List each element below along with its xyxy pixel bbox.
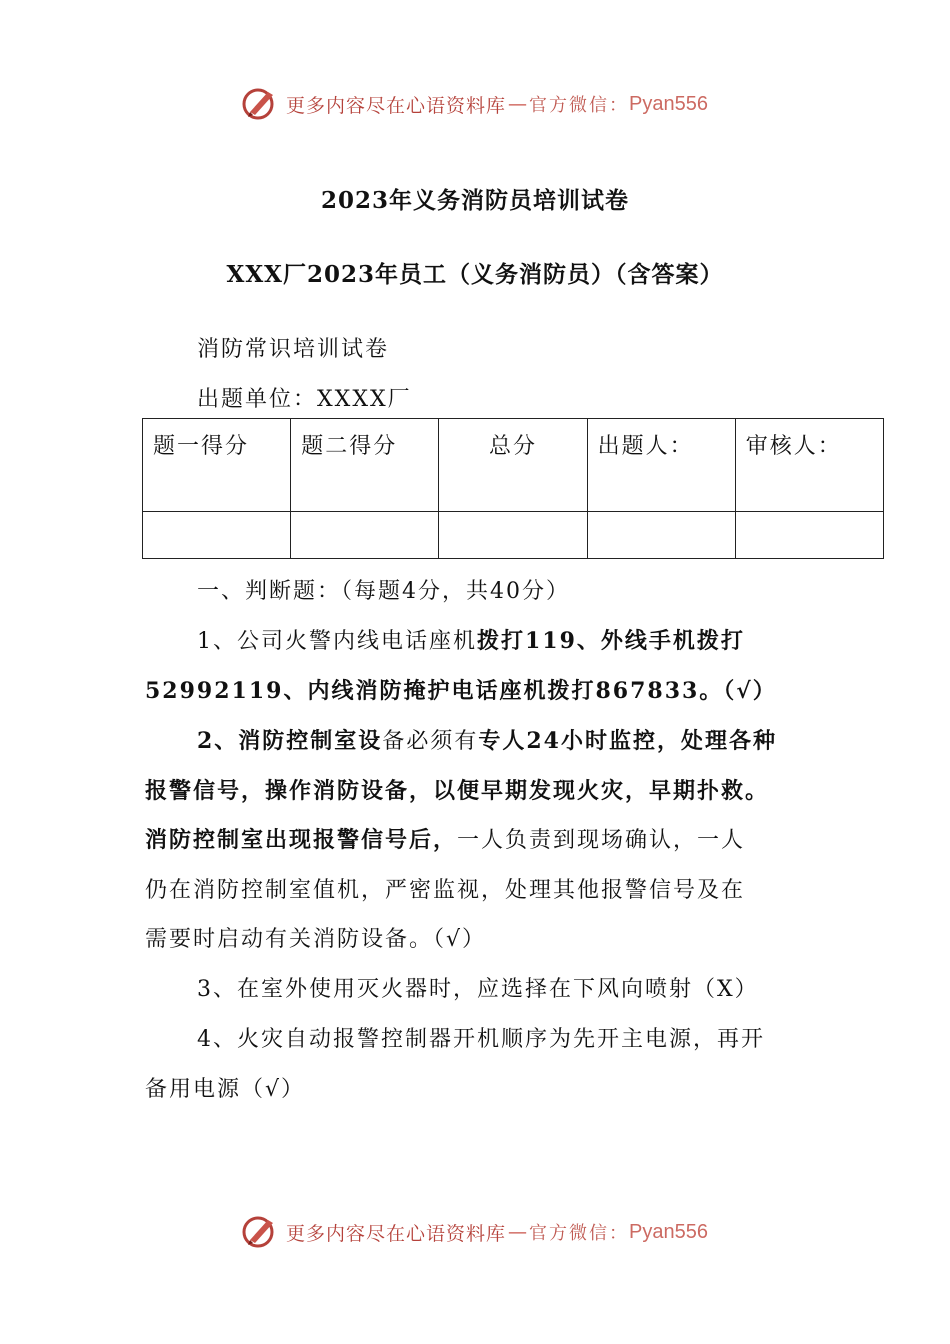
table-cell: [587, 512, 735, 559]
table-value-row: [143, 512, 884, 559]
pen-logo-icon: [242, 1214, 278, 1250]
q1-bold-text: 拨打119、外线手机拨打: [477, 628, 745, 654]
table-cell: 题一得分: [143, 419, 291, 512]
q1-normal-text: 1、公司火警内线电话座机: [197, 629, 477, 654]
table-cell: [735, 512, 883, 559]
table-cell: [439, 512, 587, 559]
header-banner: [0, 82, 950, 126]
table-cell: [291, 512, 439, 559]
q2-bold-text-a: 2、消防控制室设: [197, 728, 383, 754]
exam-name: 消防常识培训试卷: [197, 337, 390, 362]
q2-bold-text-b: 专人24小时监控，处理各种: [478, 728, 777, 754]
document-subtitle: XXX厂2023年员工（义务消防员）（含答案）: [226, 261, 724, 288]
table-cell: 出题人：: [587, 419, 735, 512]
table-cell: 审核人：: [735, 419, 883, 512]
footer-banner: [0, 1210, 950, 1254]
question-3: 3、在室外使用灭火器时，应选择在下风向喷射（X）: [197, 977, 759, 1002]
question-2-line-5: 需要时启动有关消防设备。（√）: [145, 927, 487, 952]
banner-wechat-id: Pyan556: [629, 92, 708, 115]
question-4-line-2: 备用电源（√）: [145, 1077, 306, 1102]
table-header-row: [143, 419, 884, 512]
question-2-line-1: [197, 724, 777, 755]
question-2-line-2: 报警信号，操作消防设备，以便早期发现火灾，早期扑救。: [145, 778, 770, 804]
pen-logo-icon: [242, 86, 278, 122]
score-table: [142, 418, 884, 559]
table-cell: 总分: [439, 419, 587, 512]
banner-official-label: 官方微信：: [529, 1223, 630, 1244]
q2-normal-text: 备必须有: [382, 729, 479, 754]
question-4-line-1: 4、火灾自动报警控制器开机顺序为先开主电源，再开: [197, 1027, 765, 1052]
banner-separator: —: [508, 93, 528, 115]
question-1-line-1: [197, 624, 745, 655]
table-cell: [143, 512, 291, 559]
banner-text: 更多内容尽在心语资料库: [286, 1222, 507, 1245]
issuer-line: 出题单位：XXXX厂: [197, 387, 412, 412]
banner-official-label: 官方微信：: [529, 95, 630, 116]
document-title: 2023年义务消防员培训试卷: [320, 187, 629, 214]
q2-line3-bold: 消防控制室出现报警信号后，: [145, 827, 458, 853]
table-cell: 题二得分: [291, 419, 439, 512]
question-2-line-3: [145, 823, 745, 854]
q2-line3-normal: 一人负责到现场确认，一人: [457, 828, 746, 853]
banner-separator: —: [508, 1221, 528, 1243]
question-1-line-2: 52992119、内线消防掩护电话座机拨打867833。（√）: [145, 678, 777, 704]
section-heading: 一、判断题：（每题4分，共40分）: [197, 579, 570, 604]
question-2-line-4: 仍在消防控制室值机，严密监视，处理其他报警信号及在: [145, 878, 746, 903]
banner-text: 更多内容尽在心语资料库: [286, 94, 507, 117]
banner-wechat-id: Pyan556: [629, 1220, 708, 1243]
